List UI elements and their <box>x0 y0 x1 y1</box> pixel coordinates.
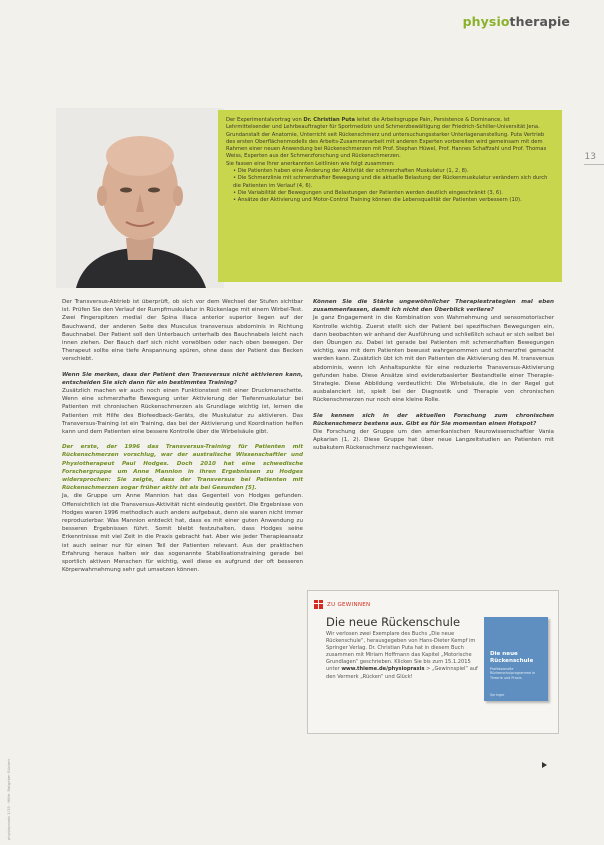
answer-text: Zusätzlich machen wir auch noch einen Funktionstest mit einer Druckmanschette. Wenn eine schmerzhafte Bewegung unter Aktivierung der Tiefenmuskulatur bei Patienten mit chronischen Rückenschmerzen als Grundlage wichtig ist, lernen die Patienten mit Hilfe des Biofeedback-Geräts, die Muskulatur zu aktivieren. Das Transversus-Training ist ein Training, das bei der Aktivierung und Koordination helfen kann und dem Patienten eine bessere Kontrolle über die Wirbelsäule gibt. <box>62 388 303 436</box>
interview-question <box>313 298 554 405</box>
bio-intro-pre: Der Experimentalvortrag von <box>226 117 304 123</box>
book-cover <box>484 617 548 701</box>
author-photo <box>56 108 224 288</box>
giveaway-tag <box>314 600 370 609</box>
question-text: Wenn Sie merken, dass der Patient den Transversus nicht aktivieren kann, entscheiden Sie sich dann für ein bestimmtes Training? <box>62 371 303 386</box>
bio-summary: Sie fassen eine Ihrer anerkannten Leitlinien wie folgt zusammen: <box>226 160 395 167</box>
side-divider <box>584 164 604 165</box>
bio-list <box>226 168 554 204</box>
gift-icon <box>314 600 323 609</box>
answer-text: Die Forschung der Gruppe um den amerikanischen Neurowissenschaftler Vania Apkarian (1, 2). Diese Gruppe hat über neue Langzeitstudien an Patienten mit subakutem Rückenschmerz nachgewiesen. <box>313 429 554 452</box>
brand-title <box>463 14 570 29</box>
interview-question <box>62 371 303 437</box>
bio-intro-post: leitet die Arbeitsgruppe Pain, Persistence & Dominance, ist Lehrmittelsender und Lehrbeauftragter für Sportmedizin und Schmerzbewältigung der Friedrich-Schiller-Universität Jena. Grundanstalt der Anatomie, Unterricht seit Rückenschmerz und untersuchungsstarker Unterlagenanstellung. Puta Vertrieb des ersten Oberflächenmodells des Arbeits-Zusammenarbeit mit anderen Experten vorbereiten wird gemeinsam mit dem Rahmen einer neuen Anwendung bei Rückenschmerzen mit Prof. Stephan Hüwel, Prof. Hannes Schaffzahl und Prof. Thomas Weiss, Experten aus der Schmerzforschung und Rückenschmerzen. <box>226 117 547 160</box>
giveaway-text-pre: Wir verlosen zwei Exemplare des Buchs „Die neue Rückenschule“, herausgegeben von Hans-Dieter Kempf im Springer Verlag. Dr. Christian Puta hat in diesem Buch zusammen mit Miriam Hoffmann das Kapitel „Motorische Grundlagen“ geschrieben. Klicken Sie bis zum 15.1.2015 unter <box>326 631 476 673</box>
giveaway-text <box>326 631 484 681</box>
side-footer-text: physiopraxis 1/15 · Hilfe: Ratgeber Rücken <box>6 759 11 840</box>
brand-part1: physio <box>462 14 510 29</box>
article-column-left <box>62 298 303 582</box>
bio-list-item: • Ansätze der Aktivierung und Motor-Control Training können die Lebensqualität der Patienten verbessern (10). <box>233 197 554 204</box>
question-text: Können Sie die Stärke ungewöhnlicher Therapiestrategien mal eben zusammenfassen, damit ich nicht den Überblick verliere? <box>313 299 554 314</box>
giveaway-title: Die neue Rückenschule <box>326 615 461 629</box>
brand-part2: therapie <box>509 14 570 29</box>
giveaway-link[interactable]: www.thieme.de/physiopraxis <box>341 666 425 673</box>
book-subtitle: Professionelle Rückenschulprogramme in Theorie und Praxis <box>490 667 536 680</box>
book-publisher: Springer <box>490 693 505 697</box>
bio-author-name: Dr. Christian Puta <box>303 117 355 123</box>
author-bio-box <box>218 110 562 282</box>
bio-intro <box>226 117 554 161</box>
interview-question <box>313 412 554 453</box>
article-paragraph: Der Transversus-Abtrieb ist überprüft, ob sich vor dem Wechsel der Stufen sichtbar ist. Prüfen Sie den Verlauf der Rumpfmuskulatur in Rückenlage mit einem Wirbel-Test. Zwei Fingerspitzen medial der Spina iliaca anterior superior liegen auf der Bauchwand, der anderen Seite des Musculus transversus abdominis in Richtung Bauchnabel. Der Patient soll den Unterbauch unterhalb des Bauchnabels leicht nach innen ziehen. Der Bauch darf sich nicht vorwölben oder nach oben bewegen. Der Therapeut sollte eine tiefe Anspannung spüren, ohne dass der Patient das Becken verschiebt. <box>62 299 303 363</box>
giveaway-tag-label: ZU GEWINNEN <box>327 601 371 608</box>
giveaway-text-post: > „Gewinnspiel“ auf den Vermerk „Rücken“ und Glück! <box>326 666 478 680</box>
bio-list-item: • Die Schmerzlinie mit schmerzhafter Bewegung und die aktuelle Belastung der Rückenmuskulatur verändern sich durch die Patienten im Verlauf (4, 6). <box>233 175 554 190</box>
book-title: Die neue Rückenschule <box>490 651 534 664</box>
question-text: Sie kennen sich in der aktuellen Forschung zum chronischen Rückenschmerz bestens aus. Gibt es für Sie momentan einen Hotspot? <box>313 412 554 427</box>
continue-arrow-icon <box>542 762 547 768</box>
giveaway-box <box>307 590 559 734</box>
question-text: Der erste, der 1996 das Transversus-Training für Patienten mit Rückenschmerzen vorschlug, war der australische Wissenschaftler und Physiotherapeut Paul Hodges. Doch 2010 hat eine schwedische Forschergruppe um Anne Mannion in ihren Ergebnissen zu Hodges widersprochen: Sie zeigte, dass der Transversus bei Patienten mit Rückenschmerzen sogar früher aktiv ist als bei Gesunden [5]. <box>62 444 303 492</box>
bio-list-item: • Die Variabilität der Bewegungen und Belastungen der Patienten werden deutlich eingeschränkt (3, 6). <box>233 190 554 197</box>
answer-text: Ja, die Gruppe um Anne Mannion hat das Gegenteil von Hodges gefunden. Offensichtlich ist die Transversus-Aktivität nicht eindeutig gestört. Die Ergebnisse von Hodges waren 1996 methodisch auch anders aufgebaut, denn sie waren nicht immer reproduzierbar. Was Mannion entdeckt hat, dass es mit einer guten Anwendung zu besseren Ergebnissen führt. Somit bleibt festzuhalten, dass Hodges seine Erkenntnisse mit viel Zeit in die Praxis gebracht hat. Aber wie jeder Therapieansatz ist auch seiner nur für einen Teil der Patienten relevant. Aus der praktischen Erfahrung heraus halten wir das sogenannte Stabilisationstraining gerade bei sportlich aktiven Menschen für wichtig, weil diese es aufgrund der oft besseren Körperwahrnehmung sehr gut umsetzen können. <box>62 493 303 574</box>
interview-question <box>62 443 303 574</box>
article-column-right <box>313 298 554 460</box>
answer-text: Je ganz Engagement in die Kombination von Wahrnehmung und sensomotorischer Kontrolle wichtig. Zuerst stellt sich der Patient bei spezifischen Bewegungen ein, dann beobachten wir anhand der Ausführung und schließlich schaut er sich selbst bei den Übungen zu. Dabei ist gerade bei Patienten mit schmerzhaften Bewegungen wichtig, was mit dem Patienten bewusst wahrgenommen und schmerzfrei gemacht werden kann. Zusätzlich übt ich mit den Patienten die Aktivierung des M. transversus abdominis, wenn ich Anhaltspunkte für eine reduzierte Transversus-Aktivierung gefunden habe. Diese Ansätze sind evidenzbasierter Bestandteile einer Therapie-Strategie. Diese Abbildung verdeutlicht: Die Wirbelsäule, die in der Regel gut ausbalanciert ist, spielt bei der Diagnostik und Therapie von chronischen Rückenschmerzen nur noch eine kleine Rolle. <box>313 315 554 404</box>
page-number: 13 <box>584 152 596 162</box>
bio-list-item: • Die Patienten haben eine Änderung der Aktivität der schmerzhaften Muskulatur (1, 2, 8). <box>233 168 554 175</box>
